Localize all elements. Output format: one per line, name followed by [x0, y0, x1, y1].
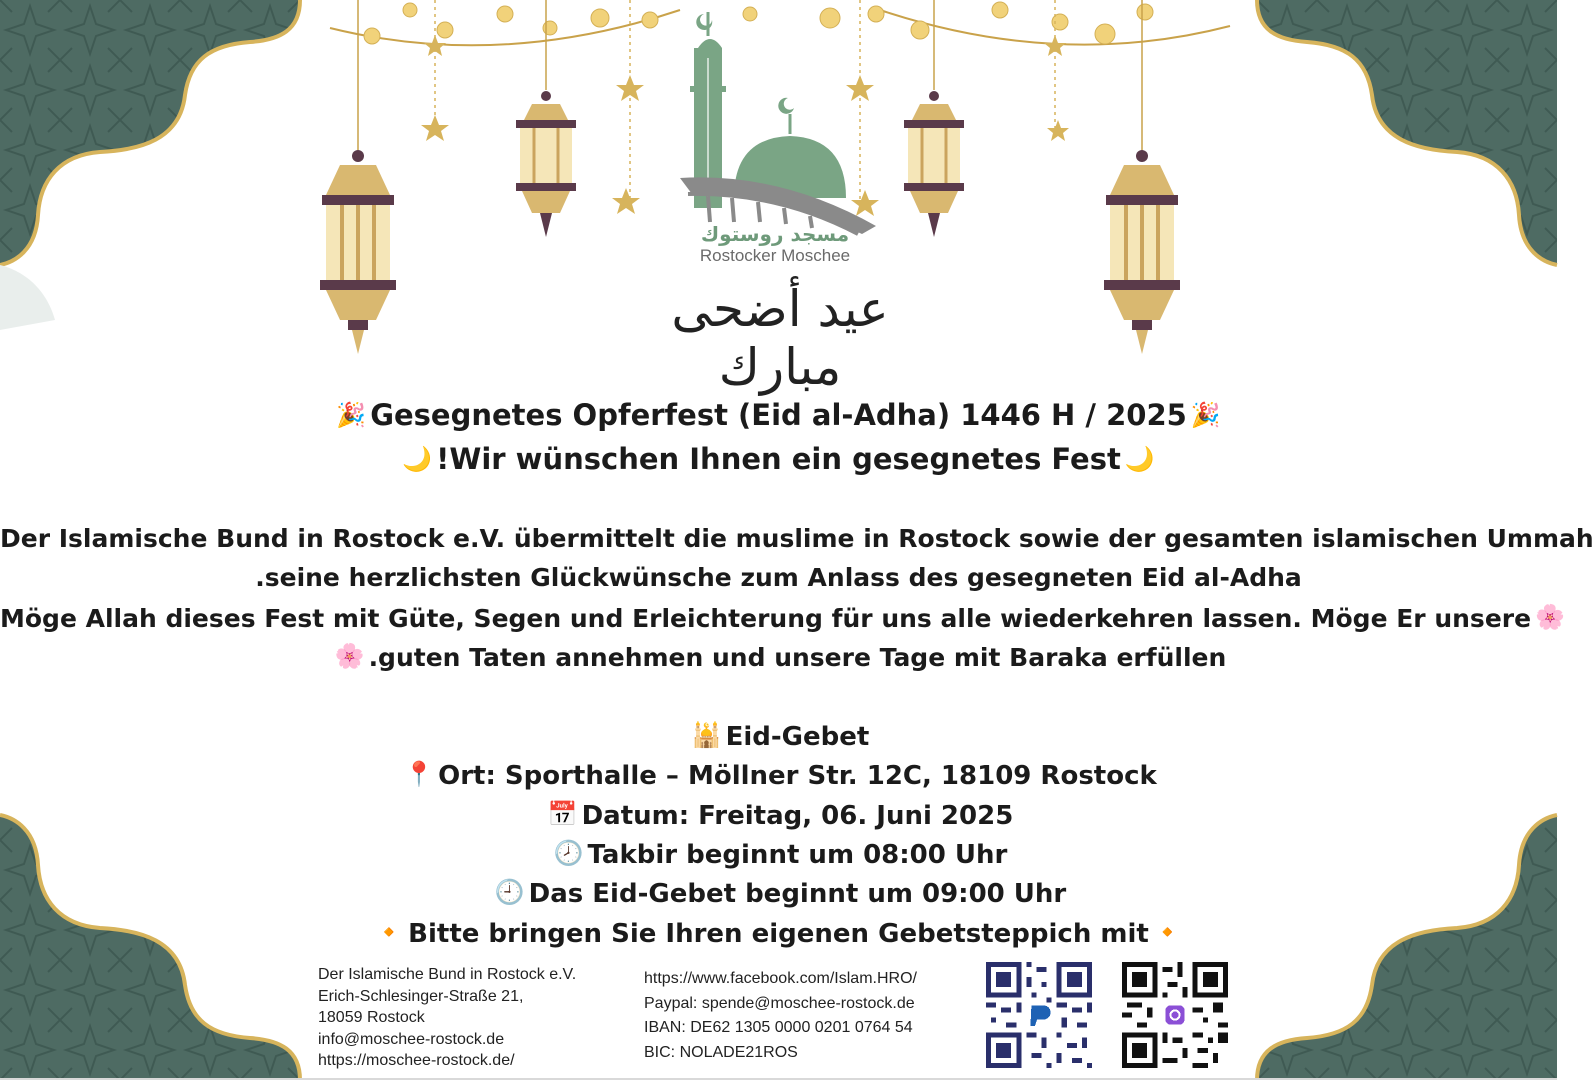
instagram-qr-code: [1122, 962, 1228, 1068]
party-popper-icon: 🎉: [1190, 401, 1221, 429]
cherry-blossom-icon: 🌸: [1535, 603, 1565, 631]
logo-latin-name: Rostocker Moschee: [699, 246, 851, 265]
lantern-inner-left: [516, 0, 576, 237]
title-text: Gesegnetes Opferfest (Eid al-Adha) 1446 H / 2025: [370, 398, 1187, 432]
event-date-text: Datum: Freitag, 06. Juni 2025: [581, 801, 1014, 831]
cherry-blossom-icon: 🌸: [334, 642, 365, 670]
lantern-outer-left: [320, 0, 396, 354]
event-heading-text: Eid-Gebet: [725, 722, 870, 752]
message-line-4: [0, 642, 1557, 672]
footer-org: Der Islamische Bund in Rostock e.V.: [318, 966, 577, 983]
greeting-line: [0, 442, 1557, 476]
calendar-icon: 📅: [547, 800, 578, 828]
message-line-4-text: .guten Taten annehmen und unsere Tage mit Baraka erfüllen: [368, 643, 1227, 672]
mosque-icon: 🕌: [691, 721, 722, 749]
crescent-moon-icon: 🌙: [1124, 445, 1155, 473]
event-date: [0, 800, 1557, 831]
paypal-qr-code: [986, 962, 1092, 1068]
event-takbir-time: [0, 839, 1557, 870]
message-line-1: Der Islamische Bund in Rostock e.V. übermittelt die muslime in Rostock sowie der gesamten islamischen Ummah: [0, 524, 1594, 553]
message-line-3: [0, 603, 1565, 633]
footer-facebook[interactable]: https://www.facebook.com/Islam.HRO/: [644, 970, 917, 987]
greeting-text: !Wir wünschen Ihnen ein gesegnetes Fest: [436, 442, 1121, 476]
page-title: [0, 398, 1557, 432]
event-takbir-text: Takbir beginnt um 08:00 Uhr: [587, 840, 1008, 870]
party-popper-icon: 🎉: [336, 401, 367, 429]
footer-paypal: Paypal: spende@moschee-rostock.de: [644, 994, 915, 1012]
footer-address: [318, 964, 576, 1072]
corner-ornament-top-left: [0, 0, 330, 380]
footer-donation-info: [644, 967, 917, 1065]
footer-website[interactable]: https://moschee-rostock.de/: [318, 1052, 515, 1069]
orange-diamond-icon: 🔸: [374, 918, 405, 946]
message-line-3-text: Möge Allah dieses Fest mit Güte, Segen und Erleichterung für uns alle wiederkehren lassen. Möge Er unsere: [0, 604, 1532, 633]
lantern-outer-right: [1104, 0, 1180, 354]
event-prayer-text: Das Eid-Gebet beginnt um 09:00 Uhr: [528, 879, 1067, 909]
eid-mubarak-calligraphy: عيد أضحى مبارك: [671, 280, 889, 396]
event-note: [0, 918, 1557, 949]
corner-ornament-top-right: [1227, 0, 1557, 380]
event-note-text: Bitte bringen Sie Ihren eigenen Gebetsteppich mit: [408, 919, 1149, 949]
clock-icon: 🕗: [553, 839, 584, 867]
pin-icon: 📍: [404, 760, 435, 788]
footer-email[interactable]: info@moschee-rostock.de: [318, 1030, 505, 1048]
message-line-2: .seine herzlichsten Glückwünsche zum Anlass des gesegneten Eid al-Adha: [255, 563, 1302, 592]
event-location: [0, 760, 1557, 791]
footer-bic: BIC: NOLADE21ROS: [644, 1043, 798, 1061]
footer-iban: IBAN: DE62 1305 0000 0201 0764 54: [644, 1019, 913, 1036]
footer-street: Erich-Schlesinger-Straße 21,: [318, 987, 524, 1005]
orange-diamond-icon: 🔸: [1152, 918, 1183, 946]
event-heading: [0, 721, 1557, 752]
footer-city: 18059 Rostock: [318, 1009, 425, 1026]
event-location-text: Ort: Sporthalle – Möllner Str. 12C, 18109 Rostock: [438, 761, 1157, 791]
clock-icon: 🕘: [494, 878, 525, 906]
event-prayer-time: [0, 878, 1557, 909]
crescent-moon-icon: 🌙: [402, 445, 433, 473]
logo-arabic-name: مسجد روستوك: [700, 222, 850, 246]
